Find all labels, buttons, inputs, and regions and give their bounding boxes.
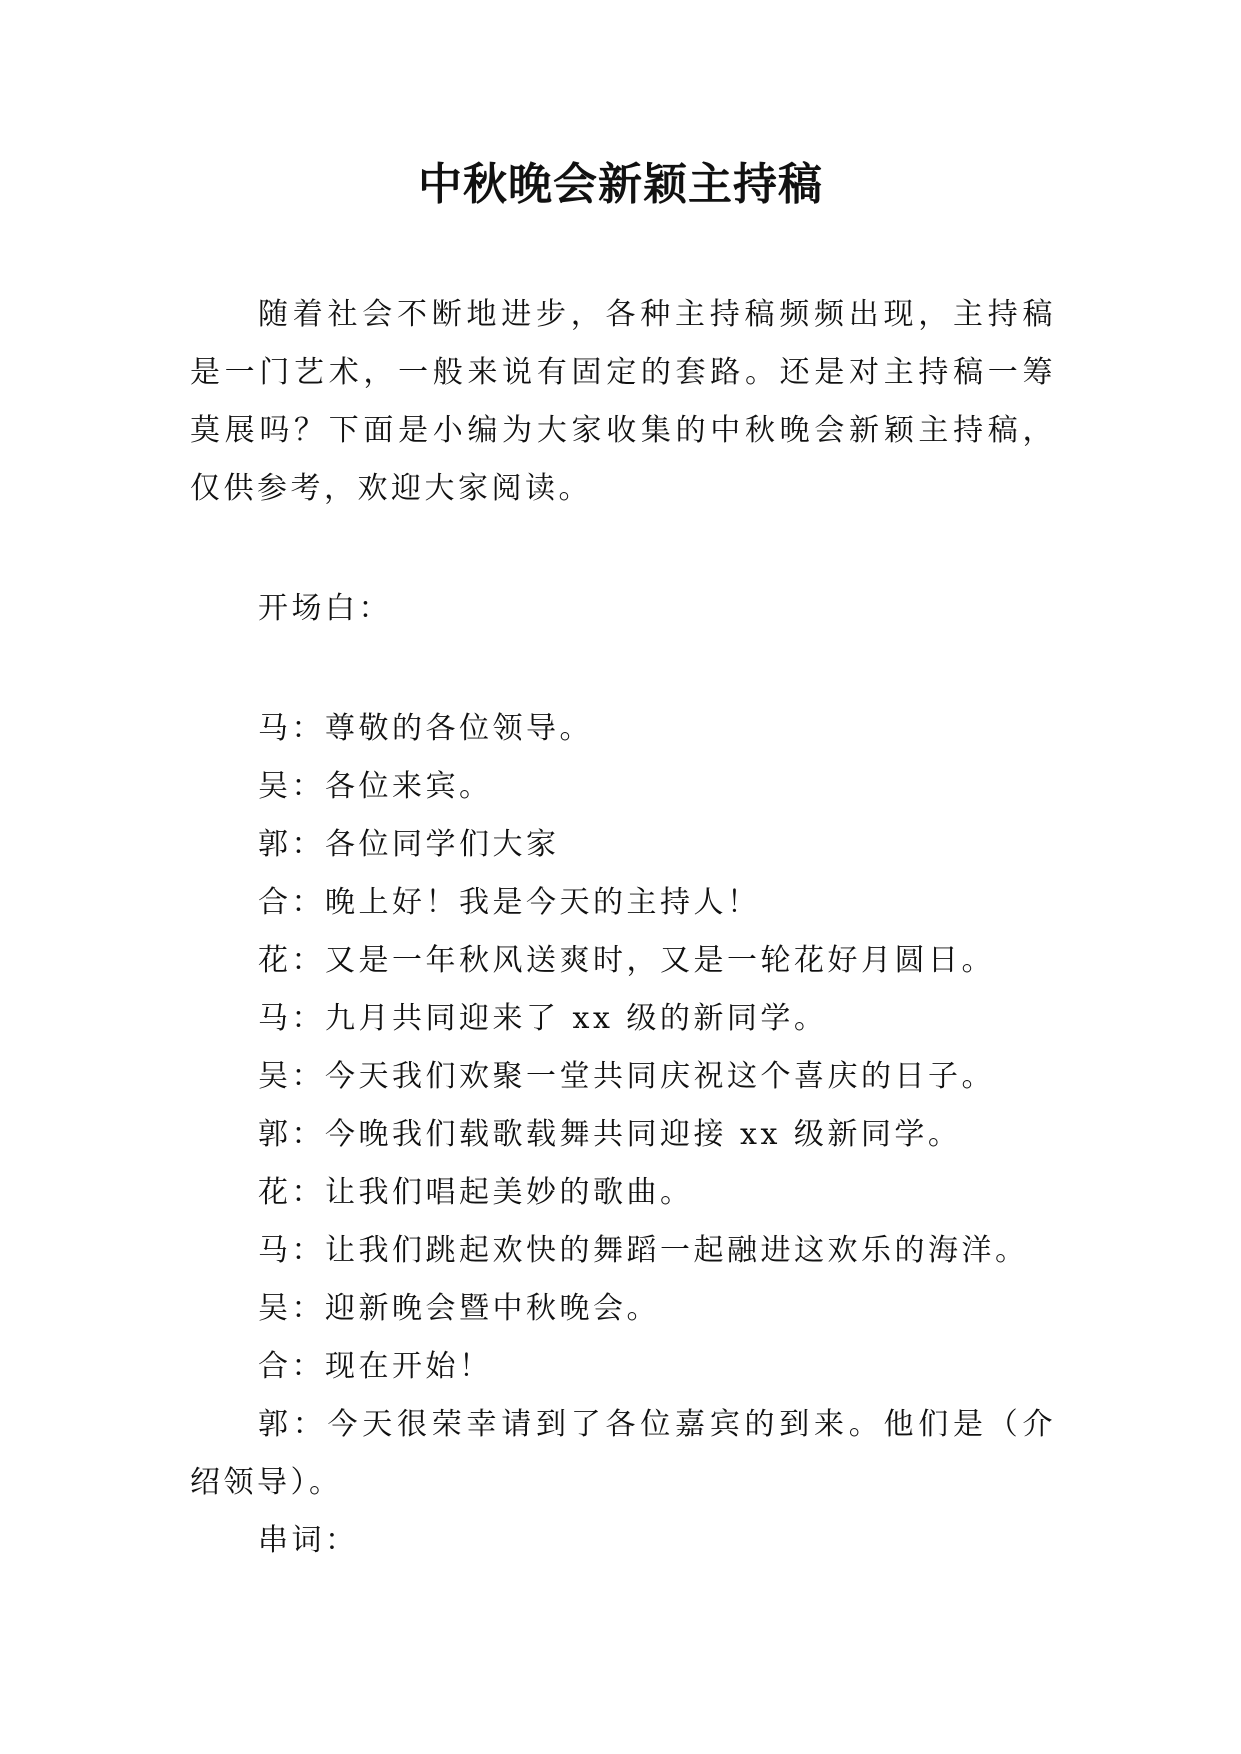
intro-paragraph: 随着社会不断地进步，各种主持稿频频出现，主持稿是一门艺术，一般来说有固定的套路。还是对主持稿一筹莫展吗？下面是小编为大家收集的中秋晚会新颖主持稿，仅供参考，欢迎大家阅读。 xyxy=(190,297,1056,506)
dialogue-line: 吴：迎新晚会暨中秋晚会。 xyxy=(258,1291,660,1326)
document-title: 中秋晚会新颖主持稿 xyxy=(418,159,823,210)
dialogue-line: 马：九月共同迎来了 xx 级的新同学。 xyxy=(258,1001,828,1036)
dialogue-line: 马：让我们跳起欢快的舞蹈一起融进这欢乐的海洋。 xyxy=(258,1233,1029,1268)
dialogue-list xyxy=(190,700,1056,1570)
dialogue-line: 郭：今晚我们载歌载舞共同迎接 xx 级新同学。 xyxy=(258,1117,962,1152)
dialogue-line: 马：尊敬的各位领导。 xyxy=(258,711,593,746)
dialogue-line: 花：让我们唱起美妙的歌曲。 xyxy=(258,1175,694,1210)
dialogue-line: 花：又是一年秋风送爽时，又是一轮花好月圆日。 xyxy=(258,943,995,978)
dialogue-line: 郭：各位同学们大家 xyxy=(258,827,560,862)
section-opening-label: 开场白： xyxy=(258,591,392,626)
dialogue-line: 吴：今天我们欢聚一堂共同庆祝这个喜庆的日子。 xyxy=(258,1059,995,1094)
section-transition-label: 串词： xyxy=(258,1523,359,1558)
dialogue-line: 郭：今天很荣幸请到了各位嘉宾的到来。他们是（介绍领导）。 xyxy=(190,1407,1056,1500)
dialogue-line: 吴：各位来宾。 xyxy=(258,769,493,804)
dialogue-line: 合：晚上好！我是今天的主持人！ xyxy=(258,885,761,920)
dialogue-line: 合：现在开始！ xyxy=(258,1349,493,1384)
